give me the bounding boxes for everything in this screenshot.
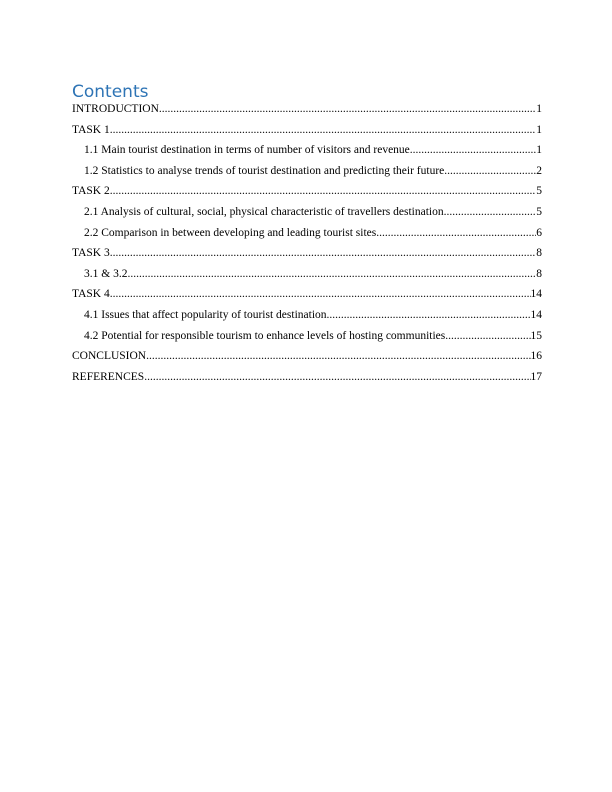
dot-leader: [376, 227, 536, 239]
toc-entry-introduction[interactable]: [72, 103, 542, 124]
dot-leader: [159, 103, 536, 115]
toc-entry-4-1[interactable]: [72, 309, 542, 330]
toc-entry-label: 1.2 Statistics to analyse trends of tourist destination and predicting their future: [84, 164, 445, 177]
toc-entry-task-3[interactable]: [72, 247, 542, 268]
toc-entry-conclusion[interactable]: [72, 350, 542, 371]
dot-leader: [110, 288, 531, 300]
toc-entry-page: 1: [536, 144, 542, 157]
toc-entry-page: 1: [536, 123, 542, 136]
dot-leader: [110, 247, 537, 259]
toc-entry-page: 16: [530, 350, 542, 363]
toc-entry-label: 2.2 Comparison in between developing and leading tourist sites: [84, 226, 377, 239]
toc-entry-page: 1: [536, 103, 542, 115]
toc-entry-page: 5: [536, 205, 542, 218]
toc-entry-label: REFERENCES: [72, 370, 145, 383]
dot-leader: [444, 165, 536, 177]
toc-entry-page: 14: [530, 308, 542, 321]
toc-entry-label: TASK 1: [72, 123, 110, 136]
dot-leader: [410, 144, 536, 156]
toc-entry-page: 8: [536, 267, 542, 280]
toc-entry-1-2[interactable]: [72, 165, 542, 186]
dot-leader: [144, 371, 530, 383]
toc-entry-2-2[interactable]: [72, 227, 542, 248]
dot-leader: [445, 330, 530, 342]
dot-leader: [110, 185, 537, 197]
toc-entry-page: 8: [536, 247, 542, 260]
dot-leader: [127, 268, 536, 280]
toc-list: [72, 103, 542, 391]
dot-leader: [146, 350, 530, 362]
toc-entry-3-1-3-2[interactable]: [72, 268, 542, 289]
dot-leader: [327, 309, 531, 321]
toc-entry-label: TASK 4: [72, 288, 110, 301]
toc-entry-2-1[interactable]: [72, 206, 542, 227]
toc-entry-task-2[interactable]: [72, 185, 542, 206]
toc-entry-label: INTRODUCTION: [72, 103, 159, 115]
toc-entry-label: 4.2 Potential for responsible tourism to enhance levels of hosting communities: [84, 329, 446, 342]
toc-entry-label: 4.1 Issues that affect popularity of tourist destination: [84, 308, 327, 321]
dot-leader: [444, 206, 537, 218]
toc-entry-4-2[interactable]: [72, 330, 542, 351]
toc-entry-page: 6: [536, 226, 542, 239]
toc-entry-label: 3.1 & 3.2: [84, 267, 128, 280]
toc-entry-page: 15: [530, 329, 542, 342]
toc-entry-page: 5: [536, 185, 542, 198]
toc-entry-page: 17: [530, 370, 542, 383]
toc-entry-label: TASK 2: [72, 185, 110, 198]
document-page: [72, 82, 542, 391]
toc-entry-label: 2.1 Analysis of cultural, social, physical characteristic of travellers destination: [84, 205, 444, 218]
toc-entry-references[interactable]: [72, 371, 542, 392]
toc-entry-label: TASK 3: [72, 247, 110, 260]
toc-entry-label: 1.1 Main tourist destination in terms of number of visitors and revenue: [84, 144, 410, 157]
toc-entry-page: 14: [530, 288, 542, 301]
toc-entry-label: CONCLUSION: [72, 350, 147, 363]
toc-entry-task-1[interactable]: [72, 124, 542, 145]
dot-leader: [110, 124, 537, 136]
toc-entry-task-4[interactable]: [72, 288, 542, 309]
toc-entry-page: 2: [536, 164, 542, 177]
toc-entry-1-1[interactable]: [72, 144, 542, 165]
toc-title: Contents: [72, 82, 149, 102]
